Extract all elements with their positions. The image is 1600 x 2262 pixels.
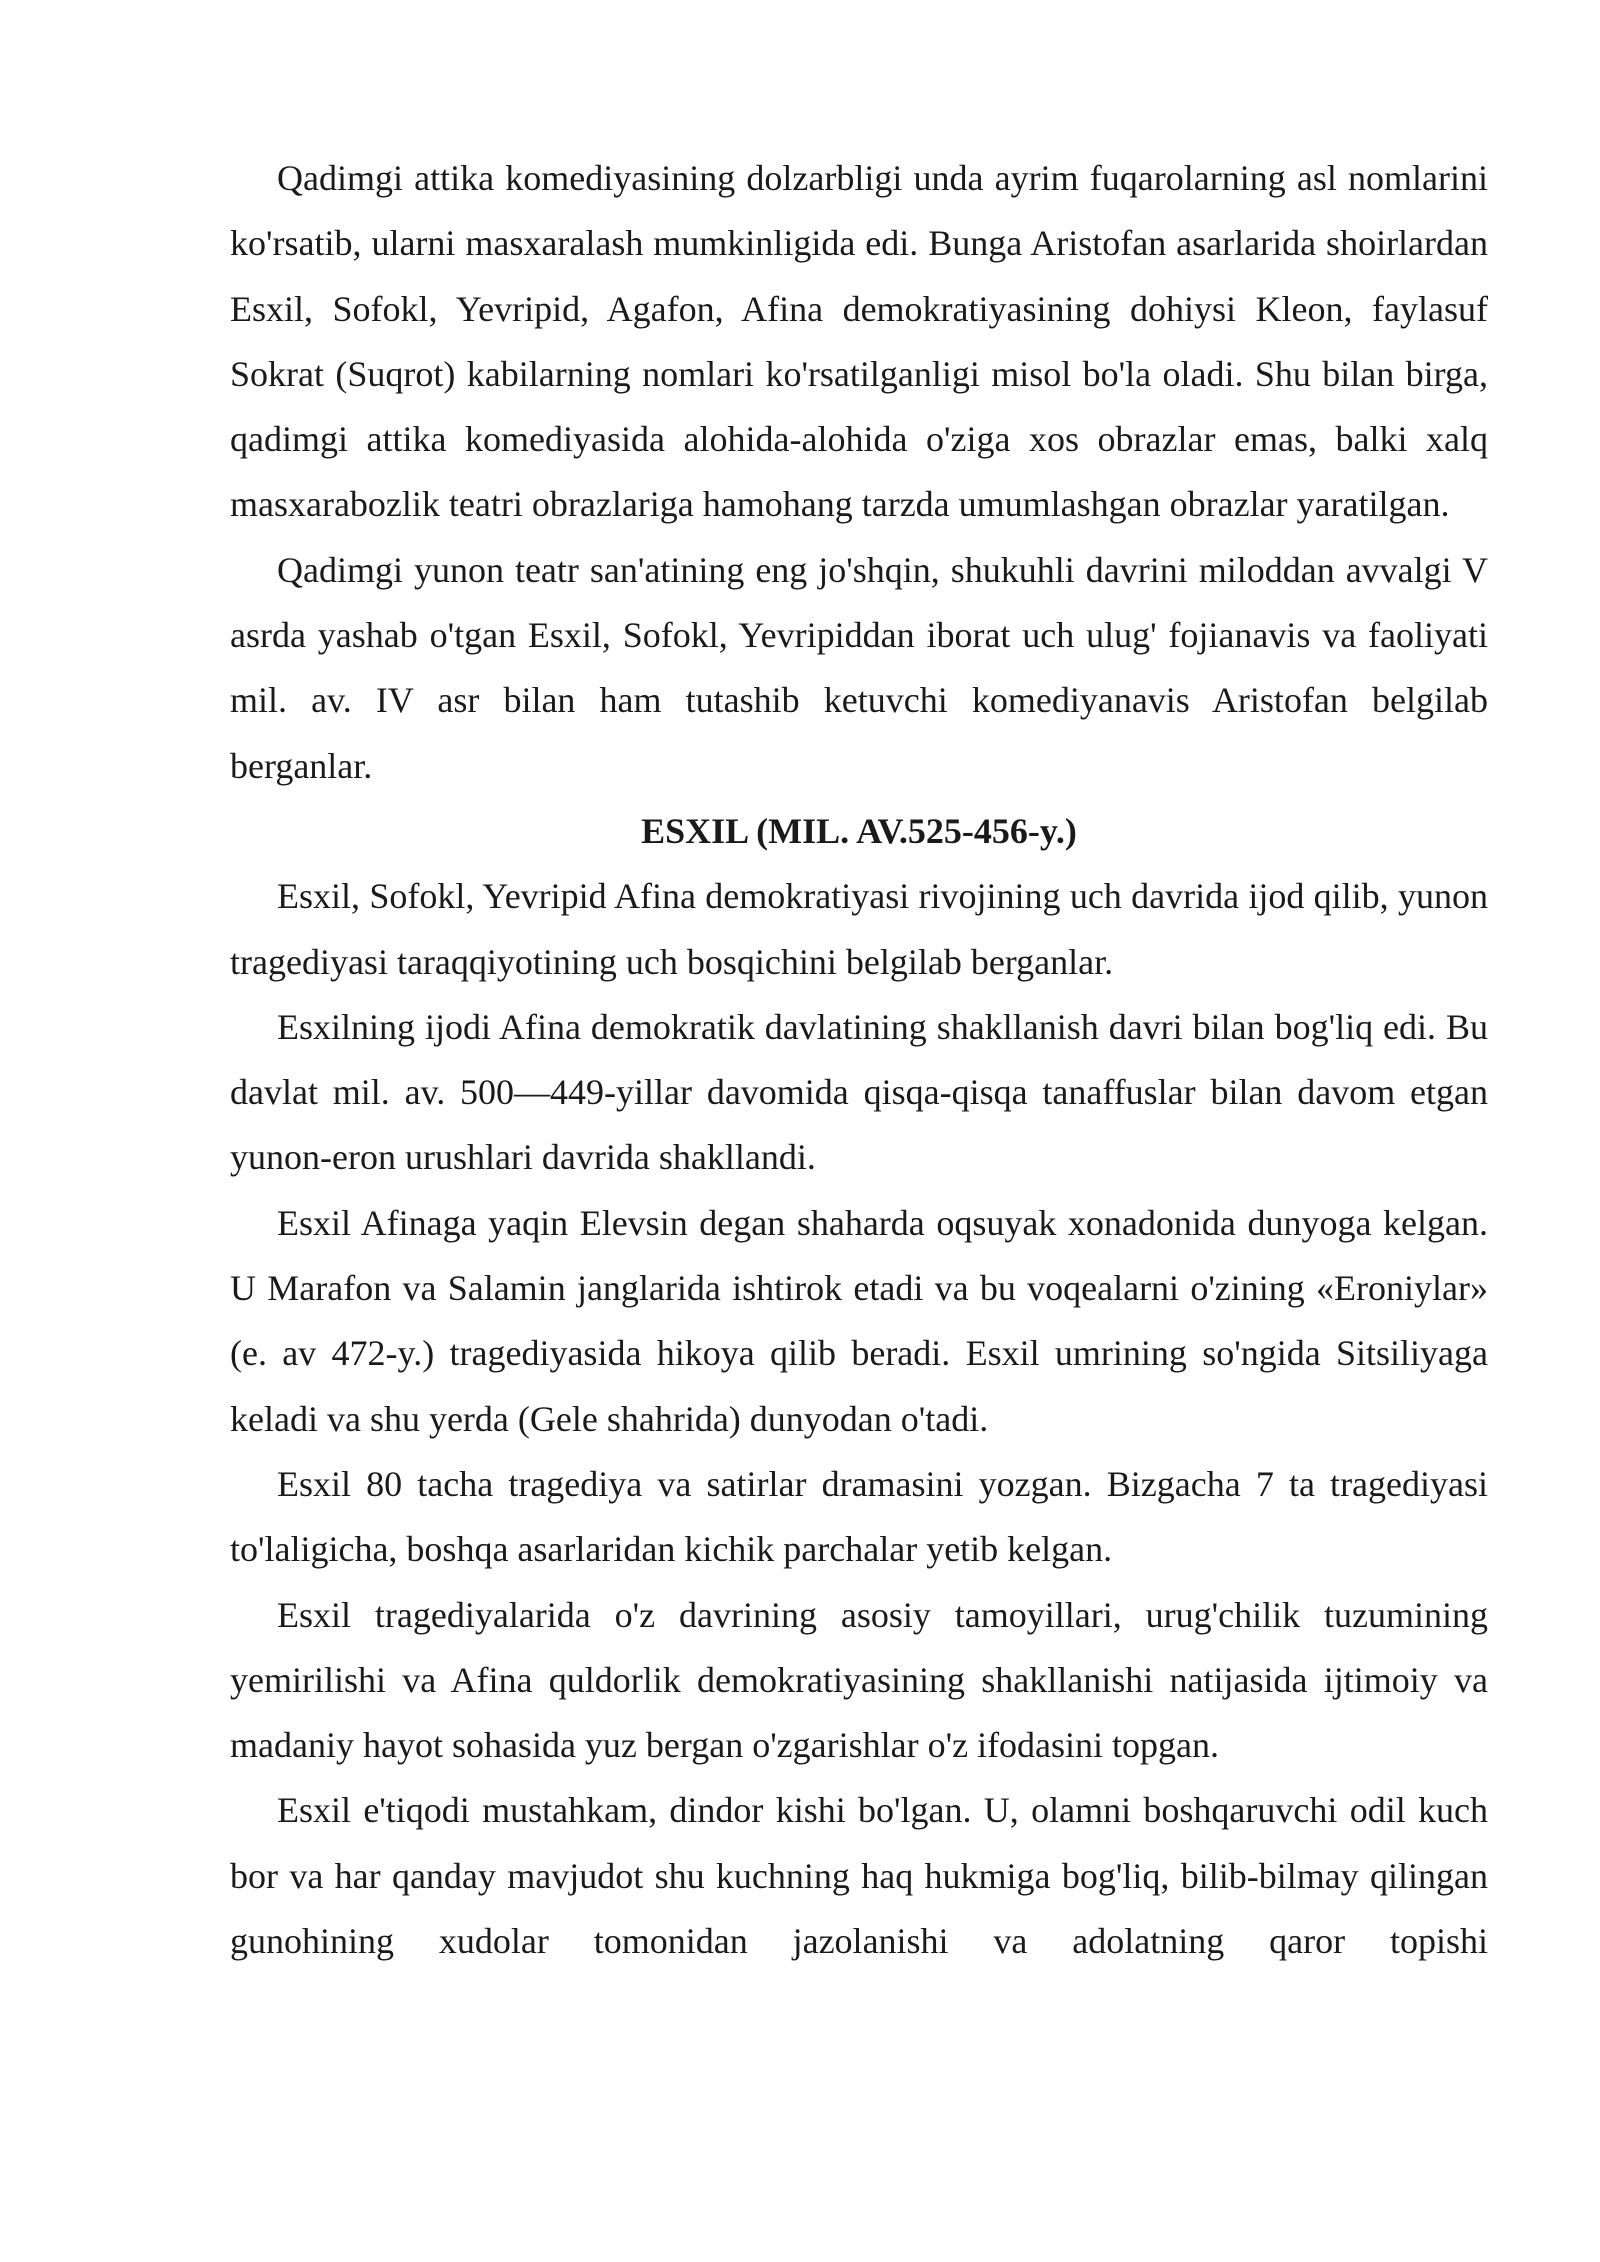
paragraph: Esxil, Sofokl, Yevripid Afina demokratiyasi rivojining uch davrida ijod qilib, yunon tragediyasi taraqqiyotining uch bosqichini belgilab berganlar.	[230, 876, 1488, 982]
document-page	[230, 146, 1488, 1974]
paragraph: Esxil Afinaga yaqin Elevsin degan shaharda oqsuyak xonadonida dunyoga kelgan. U Marafon va Salamin janglarida ishtirok etadi va bu voqealarni o'zining «Eroniylar» (e. av 472-y.) tragediyasida hikoya qilib beradi. Esxil umrining so'ngida Sitsiliyaga keladi va shu yerda (Gele shahrida) dunyodan o'tadi.	[230, 1202, 1488, 1439]
section-heading: ESXIL (MIL. AV.525-456-y.)	[641, 810, 1077, 851]
paragraph: Esxil 80 tacha tragediya va satirlar dramasini yozgan. Bizgacha 7 ta tragediyasi to'laligicha, boshqa asarlaridan kichik parchalar yetib kelgan.	[230, 1463, 1488, 1570]
paragraph: Qadimgi yunon teatr san'atining eng jo'shqin, shukuhli davrini miloddan avvalgi V asrda yashab o'tgan Esxil, Sofokl, Yevripiddan iborat uch ulug' fojianavis va faoliyati mil. av. IV asr bilan ham tutashib ketuvchi komediyanavis Aristofan belgilab berganlar.	[230, 549, 1488, 786]
paragraph: Esxil e'tiqodi mustahkam, dindor kishi bo'lgan. U, olamni boshqaruvchi odil kuch bor va har qanday mavjudot shu kuchning haq hukmiga bog'liq, bilib-bilmay qilingan gunohining xudolar tomonidan jazolanishi va adolatning qaror topishi	[230, 1790, 1488, 1962]
paragraph: Qadimgi attika komediyasining dolzarbligi unda ayrim fuqarolarning asl nomlarini ko'rsatib, ularni masxaralash mumkinligida edi. Bunga Aristofan asarlarida shoirlardan Esxil, Sofokl, Yevripid, Agafon, Afina demokratiyasining dohiysi Kleon, faylasuf Sokrat (Suqrot) kabilarning nomlari ko'rsatilganligi misol bo'la oladi. Shu bilan birga, qadimgi attika komediyasida alohida-alohida o'ziga xos obrazlar emas, balki xalq masxarabozlik teatri obrazlariga hamohang tarzda umumlashgan obrazlar yaratilgan.	[230, 158, 1488, 525]
paragraph: Esxil tragediyalarida o'z davrining asosiy tamoyillari, urug'chilik tuzumining yemirilishi va Afina quldorlik demokratiyasining shakllanishi natijasida ijtimoiy va madaniy hayot sohasida yuz bergan o'zgarishlar o'z ifodasini topgan.	[230, 1594, 1488, 1766]
paragraph: Esxilning ijodi Afina demokratik davlatining shakllanish davri bilan bog'liq edi. Bu davlat mil. av. 500—449-yillar davomida qisqa-qisqa tanaffuslar bilan davom etgan yunon-eron urushlari davrida shakllandi.	[230, 1006, 1488, 1178]
